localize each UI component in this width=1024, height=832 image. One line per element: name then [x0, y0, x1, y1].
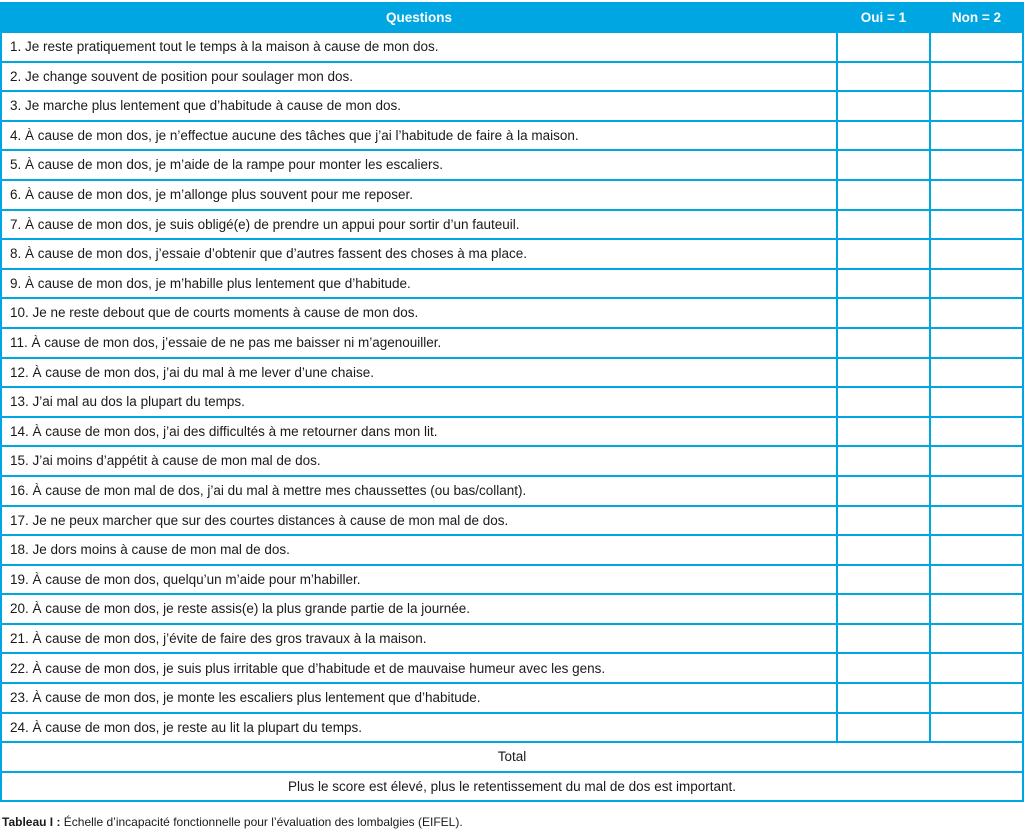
table-row [1, 683, 1023, 713]
table-row [1, 506, 1023, 536]
answer-non-cell[interactable] [930, 150, 1023, 180]
question-text: 15. J’ai moins d’appétit à cause de mon mal de dos. [1, 446, 837, 476]
question-text: 1. Je reste pratiquement tout le temps à la maison à cause de mon dos. [1, 32, 837, 62]
question-text: 9. À cause de mon dos, je m’habille plus lentement que d’habitude. [1, 269, 837, 299]
answer-oui-cell[interactable] [837, 653, 930, 683]
answer-oui-cell[interactable] [837, 387, 930, 417]
answer-oui-cell[interactable] [837, 121, 930, 151]
answer-non-cell[interactable] [930, 387, 1023, 417]
total-row [1, 742, 1023, 772]
question-text: 12. À cause de mon dos, j’ai du mal à me lever d’une chaise. [1, 358, 837, 388]
question-text: 8. À cause de mon dos, j’essaie d’obtenir que d’autres fassent des choses à ma place. [1, 239, 837, 269]
caption-text: Échelle d’incapacité fonctionnelle pour l’évaluation des lombalgies (EIFEL). [60, 815, 463, 829]
answer-oui-cell[interactable] [837, 239, 930, 269]
table-row [1, 713, 1023, 743]
answer-non-cell[interactable] [930, 417, 1023, 447]
answer-non-cell[interactable] [930, 565, 1023, 595]
answer-non-cell[interactable] [930, 506, 1023, 536]
table-row [1, 594, 1023, 624]
question-text: 4. À cause de mon dos, je n’effectue aucune des tâches que j’ai l’habitude de faire à la maison. [1, 121, 837, 151]
answer-non-cell[interactable] [930, 62, 1023, 92]
table-row [1, 476, 1023, 506]
table-row [1, 210, 1023, 240]
table-row [1, 62, 1023, 92]
question-text: 22. À cause de mon dos, je suis plus irritable que d’habitude et de mauvaise humeur avec les gens. [1, 653, 837, 683]
answer-non-cell[interactable] [930, 535, 1023, 565]
table-caption [2, 815, 463, 829]
answer-oui-cell[interactable] [837, 683, 930, 713]
header-non: Non = 2 [930, 3, 1023, 32]
question-text: 2. Je change souvent de position pour soulager mon dos. [1, 62, 837, 92]
answer-oui-cell[interactable] [837, 506, 930, 536]
total-label: Total [1, 742, 1023, 772]
answer-non-cell[interactable] [930, 476, 1023, 506]
table-row [1, 239, 1023, 269]
table-row [1, 387, 1023, 417]
question-text: 16. À cause de mon mal de dos, j’ai du mal à mettre mes chaussettes (ou bas/collant). [1, 476, 837, 506]
answer-non-cell[interactable] [930, 121, 1023, 151]
question-text: 3. Je marche plus lentement que d’habitude à cause de mon dos. [1, 91, 837, 121]
table-row [1, 91, 1023, 121]
question-text: 18. Je dors moins à cause de mon mal de dos. [1, 535, 837, 565]
answer-non-cell[interactable] [930, 624, 1023, 654]
answer-oui-cell[interactable] [837, 210, 930, 240]
table-row [1, 417, 1023, 447]
question-text: 17. Je ne peux marcher que sur des courtes distances à cause de mon mal de dos. [1, 506, 837, 536]
eifel-questionnaire-table [0, 2, 1024, 802]
answer-oui-cell[interactable] [837, 62, 930, 92]
answer-oui-cell[interactable] [837, 535, 930, 565]
answer-oui-cell[interactable] [837, 32, 930, 62]
table-row [1, 32, 1023, 62]
answer-oui-cell[interactable] [837, 91, 930, 121]
table-row [1, 121, 1023, 151]
table-row [1, 535, 1023, 565]
footer-note-row [1, 772, 1023, 802]
answer-oui-cell[interactable] [837, 328, 930, 358]
answer-non-cell[interactable] [930, 298, 1023, 328]
table-row [1, 269, 1023, 299]
header-oui: Oui = 1 [837, 3, 930, 32]
table-row [1, 653, 1023, 683]
answer-non-cell[interactable] [930, 446, 1023, 476]
table-row [1, 358, 1023, 388]
question-text: 14. À cause de mon dos, j’ai des difficultés à me retourner dans mon lit. [1, 417, 837, 447]
answer-non-cell[interactable] [930, 269, 1023, 299]
question-text: 21. À cause de mon dos, j’évite de faire des gros travaux à la maison. [1, 624, 837, 654]
answer-non-cell[interactable] [930, 210, 1023, 240]
question-text: 13. J’ai mal au dos la plupart du temps. [1, 387, 837, 417]
answer-non-cell[interactable] [930, 180, 1023, 210]
answer-oui-cell[interactable] [837, 417, 930, 447]
table-row [1, 328, 1023, 358]
answer-non-cell[interactable] [930, 594, 1023, 624]
answer-oui-cell[interactable] [837, 476, 930, 506]
question-text: 20. À cause de mon dos, je reste assis(e) la plus grande partie de la journée. [1, 594, 837, 624]
answer-non-cell[interactable] [930, 358, 1023, 388]
question-text: 7. À cause de mon dos, je suis obligé(e) de prendre un appui pour sortir d’un fauteuil. [1, 210, 837, 240]
question-text: 23. À cause de mon dos, je monte les escaliers plus lentement que d’habitude. [1, 683, 837, 713]
table-row [1, 150, 1023, 180]
answer-oui-cell[interactable] [837, 150, 930, 180]
table-row [1, 446, 1023, 476]
answer-non-cell[interactable] [930, 32, 1023, 62]
answer-oui-cell[interactable] [837, 358, 930, 388]
answer-oui-cell[interactable] [837, 713, 930, 743]
answer-non-cell[interactable] [930, 653, 1023, 683]
answer-non-cell[interactable] [930, 91, 1023, 121]
question-text: 10. Je ne reste debout que de courts moments à cause de mon dos. [1, 298, 837, 328]
question-text: 5. À cause de mon dos, je m’aide de la rampe pour monter les escaliers. [1, 150, 837, 180]
answer-non-cell[interactable] [930, 239, 1023, 269]
answer-oui-cell[interactable] [837, 565, 930, 595]
answer-non-cell[interactable] [930, 683, 1023, 713]
caption-label: Tableau I : [2, 815, 61, 829]
footer-note: Plus le score est élevé, plus le retentissement du mal de dos est important. [1, 772, 1023, 802]
answer-oui-cell[interactable] [837, 446, 930, 476]
header-row [1, 3, 1023, 32]
table-row [1, 298, 1023, 328]
answer-non-cell[interactable] [930, 328, 1023, 358]
question-text: 6. À cause de mon dos, je m’allonge plus souvent pour me reposer. [1, 180, 837, 210]
question-text: 24. À cause de mon dos, je reste au lit la plupart du temps. [1, 713, 837, 743]
table-row [1, 180, 1023, 210]
answer-oui-cell[interactable] [837, 298, 930, 328]
table-row [1, 565, 1023, 595]
answer-oui-cell[interactable] [837, 594, 930, 624]
answer-oui-cell[interactable] [837, 269, 930, 299]
header-questions: Questions [1, 3, 837, 32]
answer-oui-cell[interactable] [837, 624, 930, 654]
answer-non-cell[interactable] [930, 713, 1023, 743]
question-text: 11. À cause de mon dos, j’essaie de ne pas me baisser ni m’agenouiller. [1, 328, 837, 358]
question-text: 19. À cause de mon dos, quelqu’un m’aide pour m’habiller. [1, 565, 837, 595]
answer-oui-cell[interactable] [837, 180, 930, 210]
table-row [1, 624, 1023, 654]
